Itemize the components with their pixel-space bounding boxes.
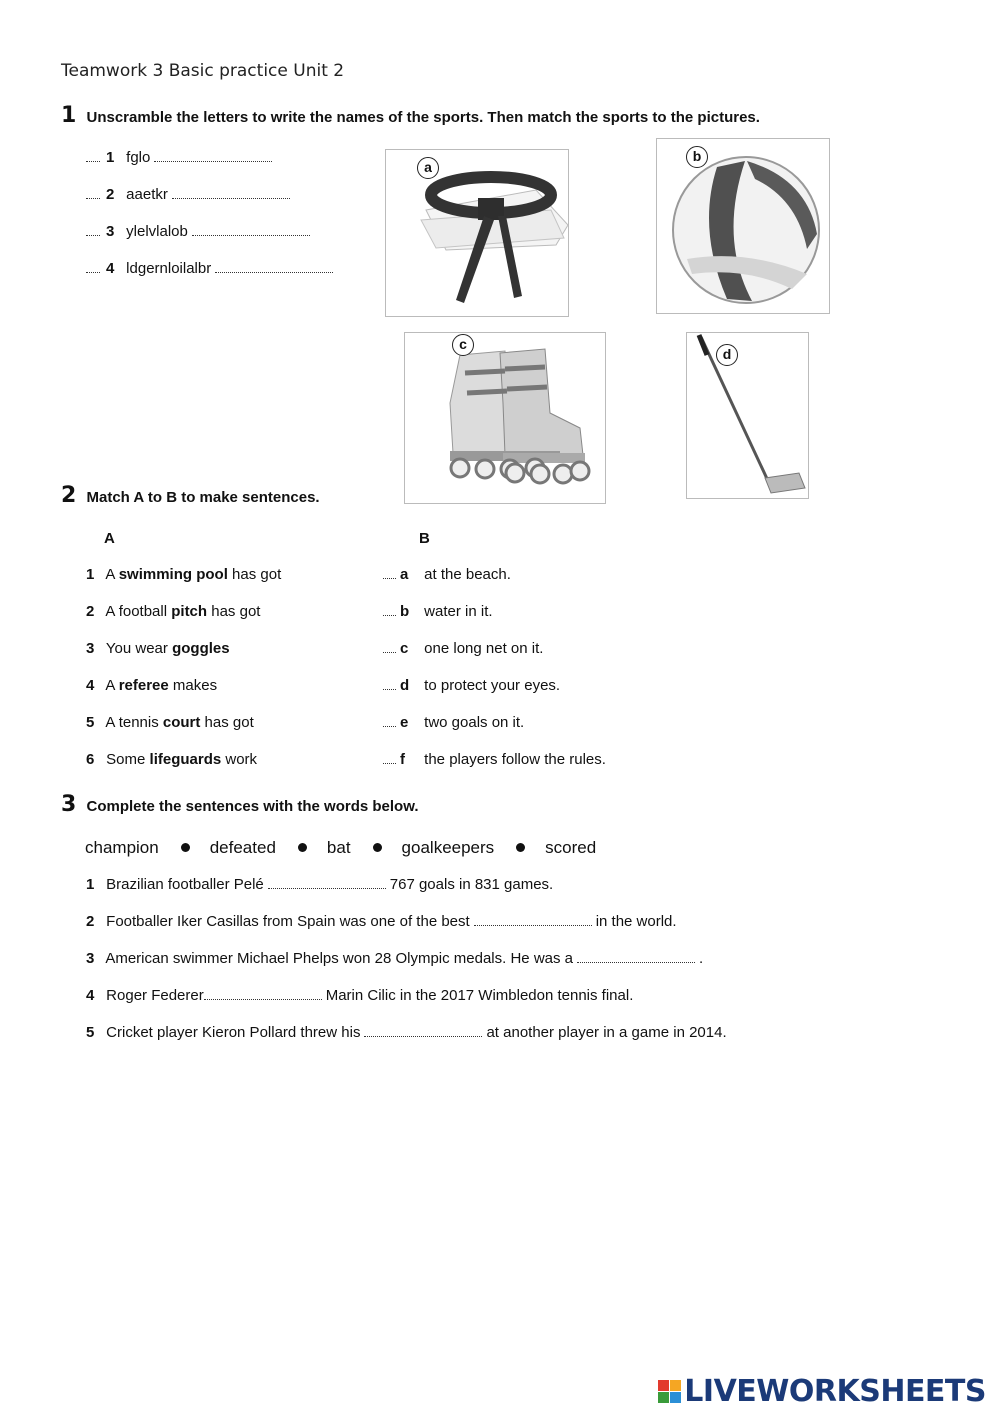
- picture-d: [686, 332, 809, 499]
- exercise-number: 2: [61, 483, 77, 508]
- sentence-start: A football: [105, 603, 172, 620]
- match-answer-blank[interactable]: [86, 225, 100, 236]
- logo-text: LIVEWORKSHEETS: [684, 1374, 986, 1409]
- item-number: 4: [106, 260, 115, 277]
- sentence-text: Footballer Iker Casillas from Spain was one of the best: [106, 913, 470, 930]
- match-row-b: [383, 714, 524, 731]
- match-row-b: [383, 603, 493, 620]
- word-bank: [85, 838, 606, 858]
- match-answer-blank[interactable]: [383, 642, 396, 653]
- unscramble-item: [86, 149, 276, 166]
- key-word: goggles: [172, 640, 230, 657]
- picture-a: [385, 149, 569, 317]
- sentence-start: has got: [200, 714, 254, 731]
- match-answer-blank[interactable]: [383, 716, 396, 727]
- key-word: pitch: [171, 603, 208, 620]
- gap-answer-blank[interactable]: [577, 952, 695, 963]
- sentence-text: .: [699, 950, 704, 967]
- sentence-ending: water in it.: [424, 603, 493, 620]
- match-row-a: [86, 640, 230, 657]
- unscramble-item: [86, 223, 314, 240]
- match-row-a: [86, 566, 281, 583]
- sentence-text: Brazilian footballer Pelé: [106, 876, 264, 893]
- exercise-number: 3: [61, 792, 77, 817]
- gap-answer-blank[interactable]: [204, 989, 322, 1000]
- item-number: 1: [86, 566, 95, 583]
- word-answer-blank[interactable]: [215, 262, 333, 273]
- match-row-b: [383, 751, 606, 768]
- karate-belt-icon: [386, 150, 568, 316]
- sentence-text: American swimmer Michael Phelps won 28 Olympic medals. He was a: [105, 950, 574, 967]
- gap-fill-sentence: [86, 987, 633, 1004]
- item-number: 3: [86, 950, 95, 967]
- sentence-text: Marin Cilic in the 2017 Wimbledon tennis final.: [325, 987, 634, 1004]
- match-row-a: [86, 751, 257, 768]
- item-number: 3: [106, 223, 115, 240]
- sentence-ending: one long net on it.: [424, 640, 544, 657]
- key-word: court: [162, 714, 201, 731]
- sentence-start: A: [105, 566, 119, 583]
- sentence-text: 767 goals in 831 games.: [389, 876, 554, 893]
- rollerblades-icon: [405, 333, 605, 503]
- match-answer-blank[interactable]: [86, 262, 100, 273]
- item-number: 1: [106, 149, 115, 166]
- sentence-ending: at the beach.: [424, 566, 511, 583]
- word-bank-item: defeated: [209, 838, 276, 857]
- exercise-instruction: Unscramble the letters to write the names of the sports. Then match the sports to the pictures.: [86, 109, 760, 126]
- exercise-3-heading: [61, 792, 418, 817]
- gap-fill-sentence: [86, 950, 703, 967]
- option-letter: c: [400, 640, 409, 657]
- sentence-text: Cricket player Kieron Pollard threw his: [106, 1024, 361, 1041]
- item-number: 5: [86, 1024, 95, 1041]
- scrambled-word: ylelvlalob: [126, 223, 188, 240]
- match-answer-blank[interactable]: [383, 605, 396, 616]
- sentence-ending: two goals on it.: [424, 714, 525, 731]
- scrambled-word: aaetkr: [126, 186, 168, 203]
- item-number: 1: [86, 876, 95, 893]
- bullet-icon: [298, 843, 307, 852]
- match-answer-blank[interactable]: [86, 151, 100, 162]
- option-letter: e: [400, 714, 409, 731]
- sentence-start: work: [221, 751, 258, 768]
- sentence-start: A tennis: [105, 714, 163, 731]
- item-number: 2: [86, 603, 95, 620]
- match-row-b: [383, 677, 560, 694]
- picture-label: c: [452, 334, 474, 356]
- item-number: 5: [86, 714, 95, 731]
- option-letter: a: [400, 566, 409, 583]
- picture-b: [656, 138, 830, 314]
- word-bank-item: scored: [545, 838, 597, 857]
- match-answer-blank[interactable]: [383, 568, 396, 579]
- bullet-icon: [516, 843, 525, 852]
- key-word: swimming pool: [118, 566, 228, 583]
- volleyball-icon: [657, 139, 829, 313]
- match-row-a: [86, 714, 254, 731]
- item-number: 2: [86, 913, 95, 930]
- gap-fill-sentence: [86, 1024, 727, 1041]
- exercise-1-heading: [61, 103, 760, 128]
- gap-fill-sentence: [86, 913, 677, 930]
- gap-answer-blank[interactable]: [268, 878, 386, 889]
- sentence-start: has got: [227, 566, 282, 583]
- item-number: 2: [106, 186, 115, 203]
- exercise-instruction: Match A to B to make sentences.: [86, 489, 320, 506]
- gap-fill-sentence: [86, 876, 553, 893]
- key-word: referee: [118, 677, 169, 694]
- option-letter: b: [400, 603, 410, 620]
- sentence-start: Some: [106, 751, 150, 768]
- sentence-ending: the players follow the rules.: [424, 751, 606, 768]
- sentence-ending: to protect your eyes.: [424, 677, 561, 694]
- match-answer-blank[interactable]: [383, 753, 396, 764]
- bullet-icon: [181, 843, 190, 852]
- sentence-text: in the world.: [595, 913, 677, 930]
- sentence-text: Roger Federer: [106, 987, 204, 1004]
- liveworksheets-logo-icon: [658, 1380, 682, 1404]
- sentence-start: You wear: [105, 640, 173, 657]
- word-answer-blank[interactable]: [172, 188, 290, 199]
- match-answer-blank[interactable]: [86, 188, 100, 199]
- exercise-2-heading: [61, 483, 320, 508]
- match-answer-blank[interactable]: [383, 679, 396, 690]
- word-bank-item: champion: [85, 838, 159, 857]
- column-b-header: B: [419, 530, 430, 547]
- scrambled-word: ldgernloilalbr: [126, 260, 212, 277]
- word-answer-blank[interactable]: [154, 151, 272, 162]
- picture-label: a: [417, 157, 439, 179]
- match-row-a: [86, 603, 260, 620]
- option-letter: f: [400, 751, 405, 768]
- scrambled-word: fglo: [126, 149, 151, 166]
- item-number: 4: [86, 987, 95, 1004]
- picture-label: b: [686, 146, 708, 168]
- page-title: Teamwork 3 Basic practice Unit 2: [61, 61, 345, 81]
- unscramble-item: [86, 260, 337, 277]
- liveworksheets-logo[interactable]: [658, 1374, 986, 1409]
- word-bank-item: goalkeepers: [401, 838, 495, 857]
- sentence-start: makes: [168, 677, 218, 694]
- sentence-start: A: [105, 677, 119, 694]
- word-bank-item: bat: [326, 838, 351, 857]
- match-row-b: [383, 566, 511, 583]
- item-number: 6: [86, 751, 95, 768]
- match-row-b: [383, 640, 543, 657]
- exercise-instruction: Complete the sentences with the words below.: [86, 798, 419, 815]
- sentence-text: at another player in a game in 2014.: [486, 1024, 727, 1041]
- picture-c: [404, 332, 606, 504]
- golf-club-icon: [687, 333, 808, 498]
- exercise-number: 1: [61, 103, 77, 128]
- gap-answer-blank[interactable]: [364, 1026, 482, 1037]
- picture-label: d: [716, 344, 738, 366]
- key-word: lifeguards: [149, 751, 222, 768]
- unscramble-item: [86, 186, 294, 203]
- sentence-start: has got: [207, 603, 261, 620]
- word-answer-blank[interactable]: [192, 225, 310, 236]
- gap-answer-blank[interactable]: [474, 915, 592, 926]
- bullet-icon: [373, 843, 382, 852]
- item-number: 3: [86, 640, 95, 657]
- column-a-header: A: [104, 530, 115, 547]
- option-letter: d: [400, 677, 410, 694]
- item-number: 4: [86, 677, 95, 694]
- match-row-a: [86, 677, 217, 694]
